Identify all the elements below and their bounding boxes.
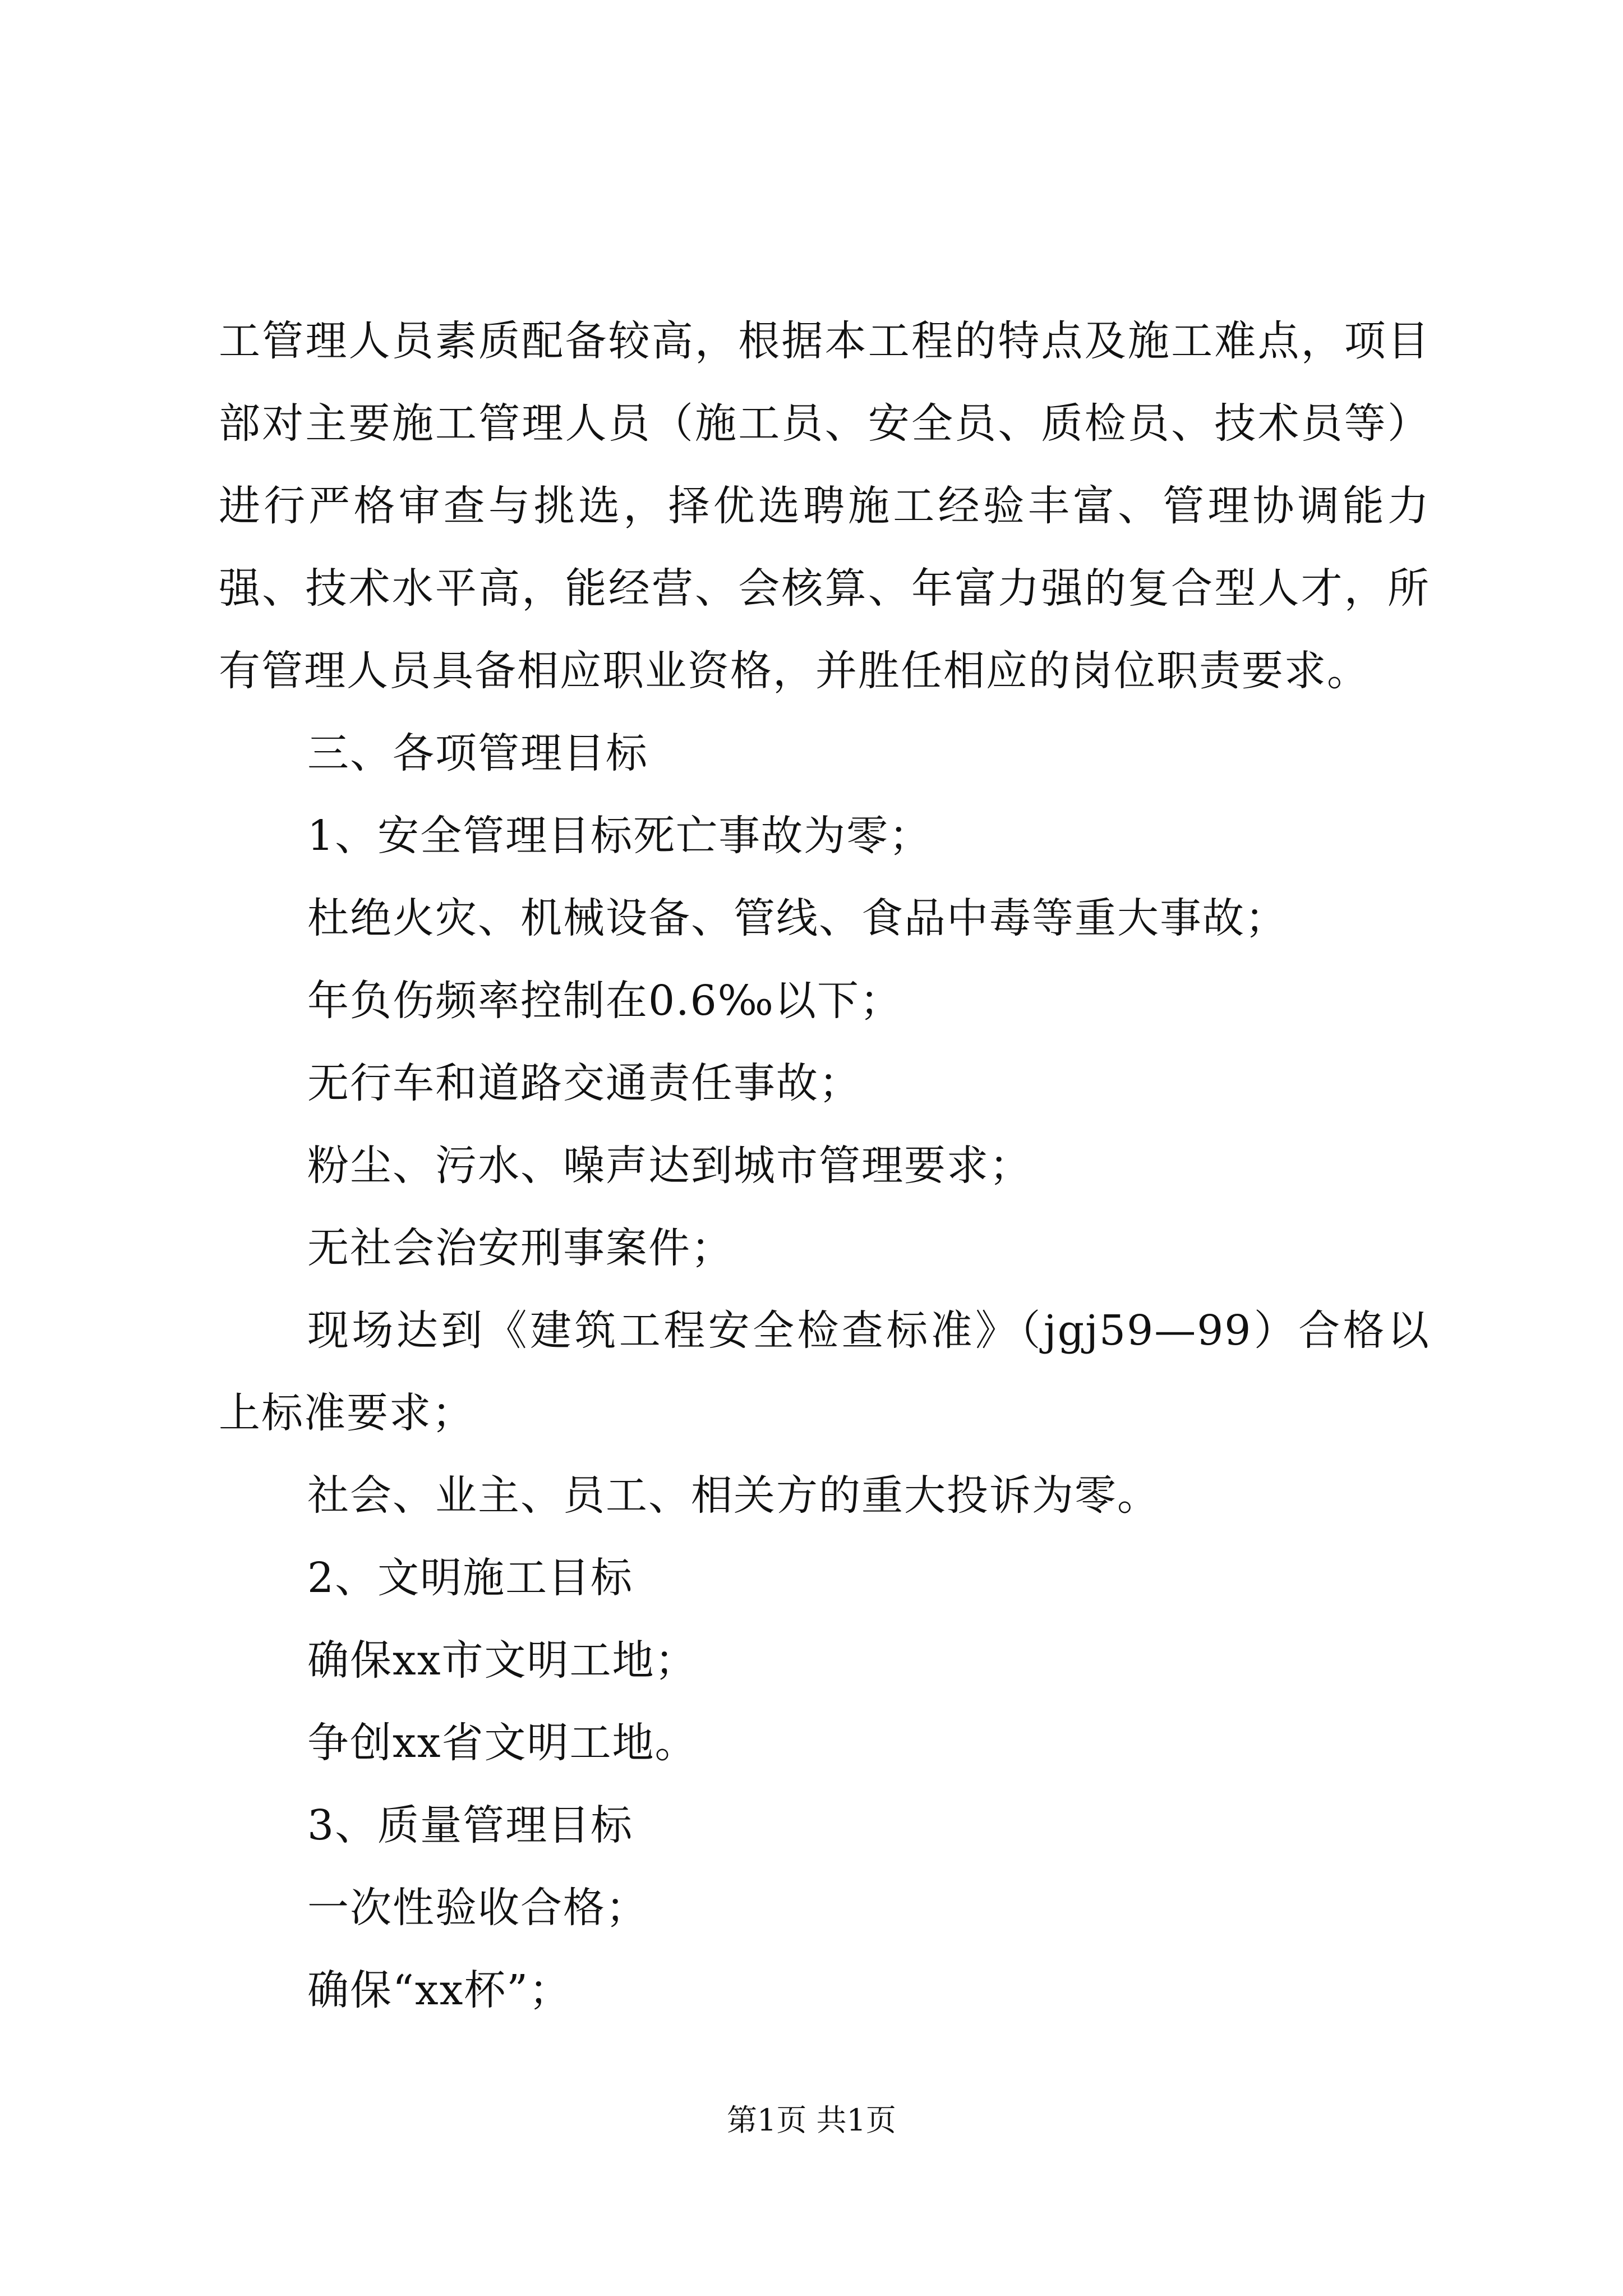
quality-goal-item: 确保“xx杯”；	[307, 1966, 572, 2014]
civil-construction-item: 争创xx省文明工地。	[307, 1719, 698, 1767]
safety-goal-item: 粉尘、污水、噪声达到城市管理要求；	[307, 1142, 1032, 1190]
quality-goal-heading: 3、质量管理目标	[307, 1801, 634, 1849]
safety-goal-item: 社会、业主、员工、相关方的重大投诉为零。	[307, 1471, 1160, 1520]
civil-construction-item: 确保xx市文明工地；	[307, 1636, 698, 1685]
safety-goal-item: 无行车和道路交通责任事故；	[307, 1059, 861, 1107]
safety-goal-item: 现场达到《建筑工程安全检查标准》（jgj59—99）合格以上标准要求；	[219, 1306, 1430, 1437]
safety-goal-item: 杜绝火灾、机械设备、管线、食品中毒等重大事故；	[307, 894, 1288, 942]
quality-goal-item: 一次性验收合格；	[307, 1884, 648, 1932]
intro-paragraph: 工管理人员素质配备较高，根据本工程的特点及施工难点，项目部对主要施工管理人员（施工员、安全员、质检员、技术员等）进行严格审查与挑选，择优选聘施工经验丰富、管理协调能力强、技术水平高，能经营、会核算、年富力强的复合型人才，所有管理人员具备相应职业资格，并胜任相应的岗位职责要求。	[219, 317, 1430, 695]
safety-goal-item: 年负伤频率控制在0.6‰以下；	[307, 977, 902, 1025]
section-heading: 三、各项管理目标	[307, 729, 648, 777]
safety-goal-heading: 1、安全管理目标死亡事故为零；	[307, 812, 932, 860]
document-body	[219, 300, 1430, 2032]
page-footer: 第1页 共1页	[727, 2102, 896, 2138]
civil-construction-heading: 2、文明施工目标	[307, 1554, 634, 1602]
safety-goal-item: 无社会治安刑事案件；	[307, 1224, 734, 1272]
